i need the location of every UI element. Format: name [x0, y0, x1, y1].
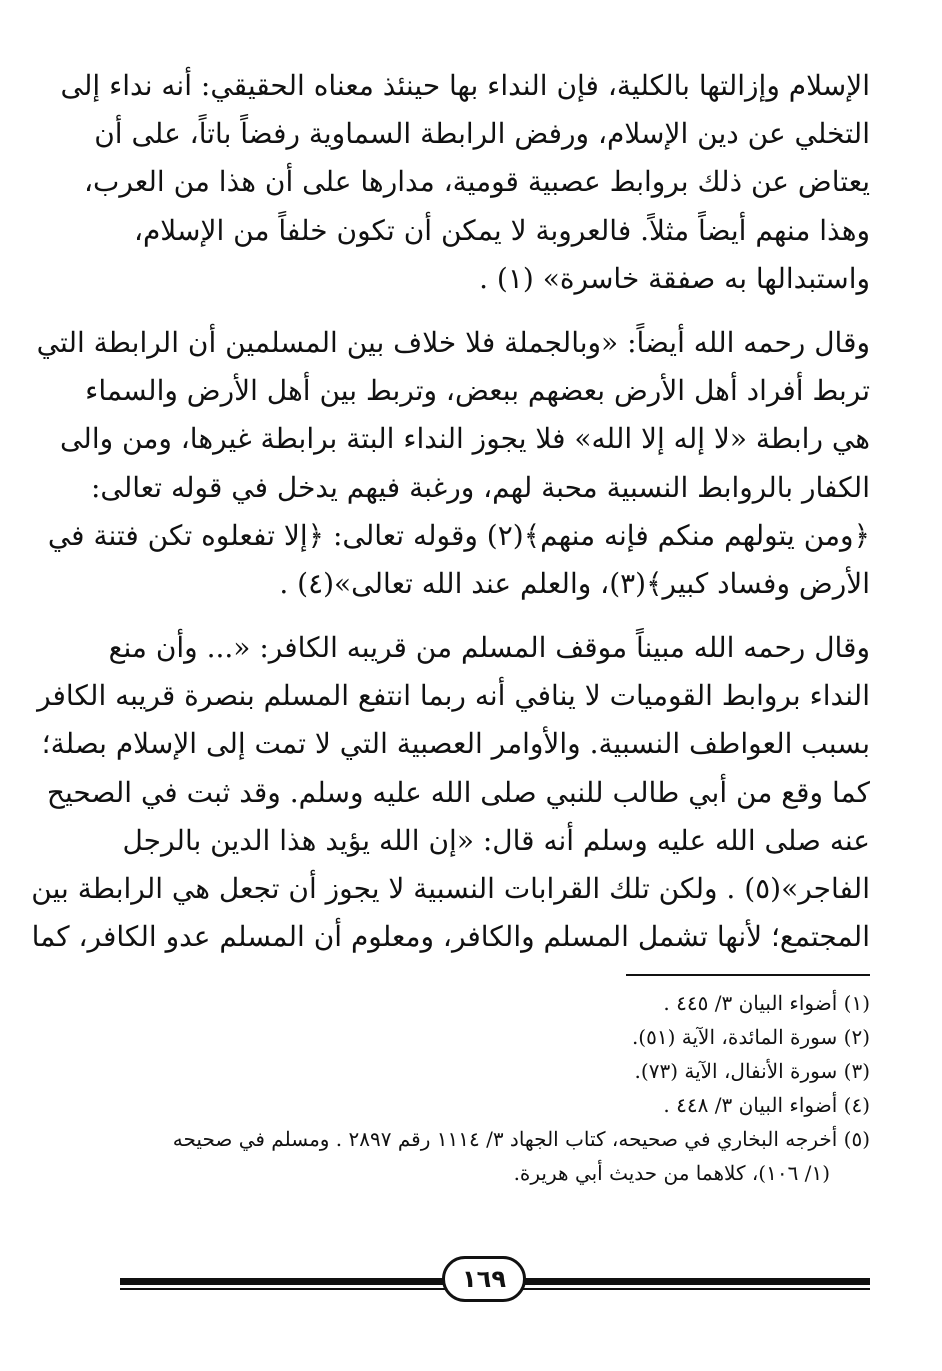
text-line: بسبب العواطف النسبية. والأوامر العصبية التي لا تمت إلى الإسلام بصلة؛	[41, 727, 870, 761]
text-line: هي رابطة «لا إله إلا الله» فلا يجوز النداء البتة برابطة غيرها، ومن والى	[59, 422, 870, 456]
main-text	[31, 62, 870, 961]
footnote: (٤) أضواء البيان ٣/ ٤٤٨ .	[663, 1093, 870, 1117]
footnote: (٣) سورة الأنفال، الآية (٧٣).	[634, 1059, 870, 1083]
paragraph-gap	[128, 608, 870, 624]
text-line: الكفار بالروابط النسبية محبة لهم، ورغبة فيهم يدخل في قوله تعالى:	[90, 470, 870, 504]
text-line: المجتمع؛ لأنها تشمل المسلم والكافر، ومعلوم أن المسلم عدو الكافر، كما	[31, 920, 870, 954]
text-line: النداء بروابط القوميات لا ينافي أنه ربما انتفع المسلم بنصرة قريبه الكافر	[37, 679, 870, 713]
text-line: وقال رحمه الله أيضاً: «وبالجملة فلا خلاف بين المسلمين أن الرابطة التي	[36, 325, 870, 359]
footnote: (١) أضواء البيان ٣/ ٤٤٥ .	[663, 991, 870, 1015]
text-line: واستبدالها به صفقة خاسرة» (١) .	[479, 261, 870, 295]
text-line: الإسلام وإزالتها بالكلية، فإن النداء بها حينئذ معناه الحقيقي: أنه نداء إلى	[60, 69, 870, 102]
text-line: وقال رحمه الله مبيناً موقف المسلم من قريبه الكافر: «... وأن منع	[108, 631, 870, 665]
page-footer	[120, 1254, 870, 1310]
text-line: الأرض وفساد كبير﴾(٣)، والعلم عند الله تعالى»(٤) .	[279, 566, 870, 600]
text-line: ﴿ومن يتولهم منكم فإنه منهم﴾(٢) وقوله تعالى: ﴿إلا تفعلوه تكن فتنة في	[47, 518, 870, 552]
text-line: التخلي عن دين الإسلام، ورفض الرابطة السماوية رفضاً باتاً، على أن	[94, 117, 870, 151]
page-number: ١٦٩	[442, 1256, 526, 1302]
text-line: وهذا منهم أيضاً مثلاً. فالعروبة لا يمكن أن تكون خلفاً من الإسلام،	[133, 213, 870, 247]
text-line: كما وقع من أبي طالب للنبي صلى الله عليه وسلم. وقد ثبت في الصحيح	[46, 775, 870, 809]
text-line: يعتاض عن ذلك بروابط عصبية قومية، مدارها على أن هذا من العرب،	[84, 165, 870, 199]
text-line: الفاجر»(٥) . ولكن تلك القرابات النسبية لا يجوز أن تجعل هي الرابطة بين	[31, 872, 870, 905]
footnote: (٥) أخرجه البخاري في صحيحه، كتاب الجهاد ٣/ ١١١٤ رقم ٢٨٩٧ . ومسلم في صحيحه	[172, 1127, 870, 1151]
footnotes	[110, 986, 870, 1190]
footnote-continuation: (١/ ١٠٦)، كلاهما من حديث أبي هريرة.	[513, 1161, 830, 1185]
paragraph-gap	[128, 303, 870, 319]
text-line: تربط أفراد أهل الأرض بعضهم ببعض، وتربط بين أهل الأرض والسماء	[85, 374, 870, 408]
footnote: (٢) سورة المائدة، الآية (٥١).	[631, 1025, 870, 1049]
text-line: عنه صلى الله عليه وسلم أنه قال: «إن الله يؤيد هذا الدين بالرجل	[122, 823, 870, 857]
footnote-separator	[626, 974, 870, 976]
